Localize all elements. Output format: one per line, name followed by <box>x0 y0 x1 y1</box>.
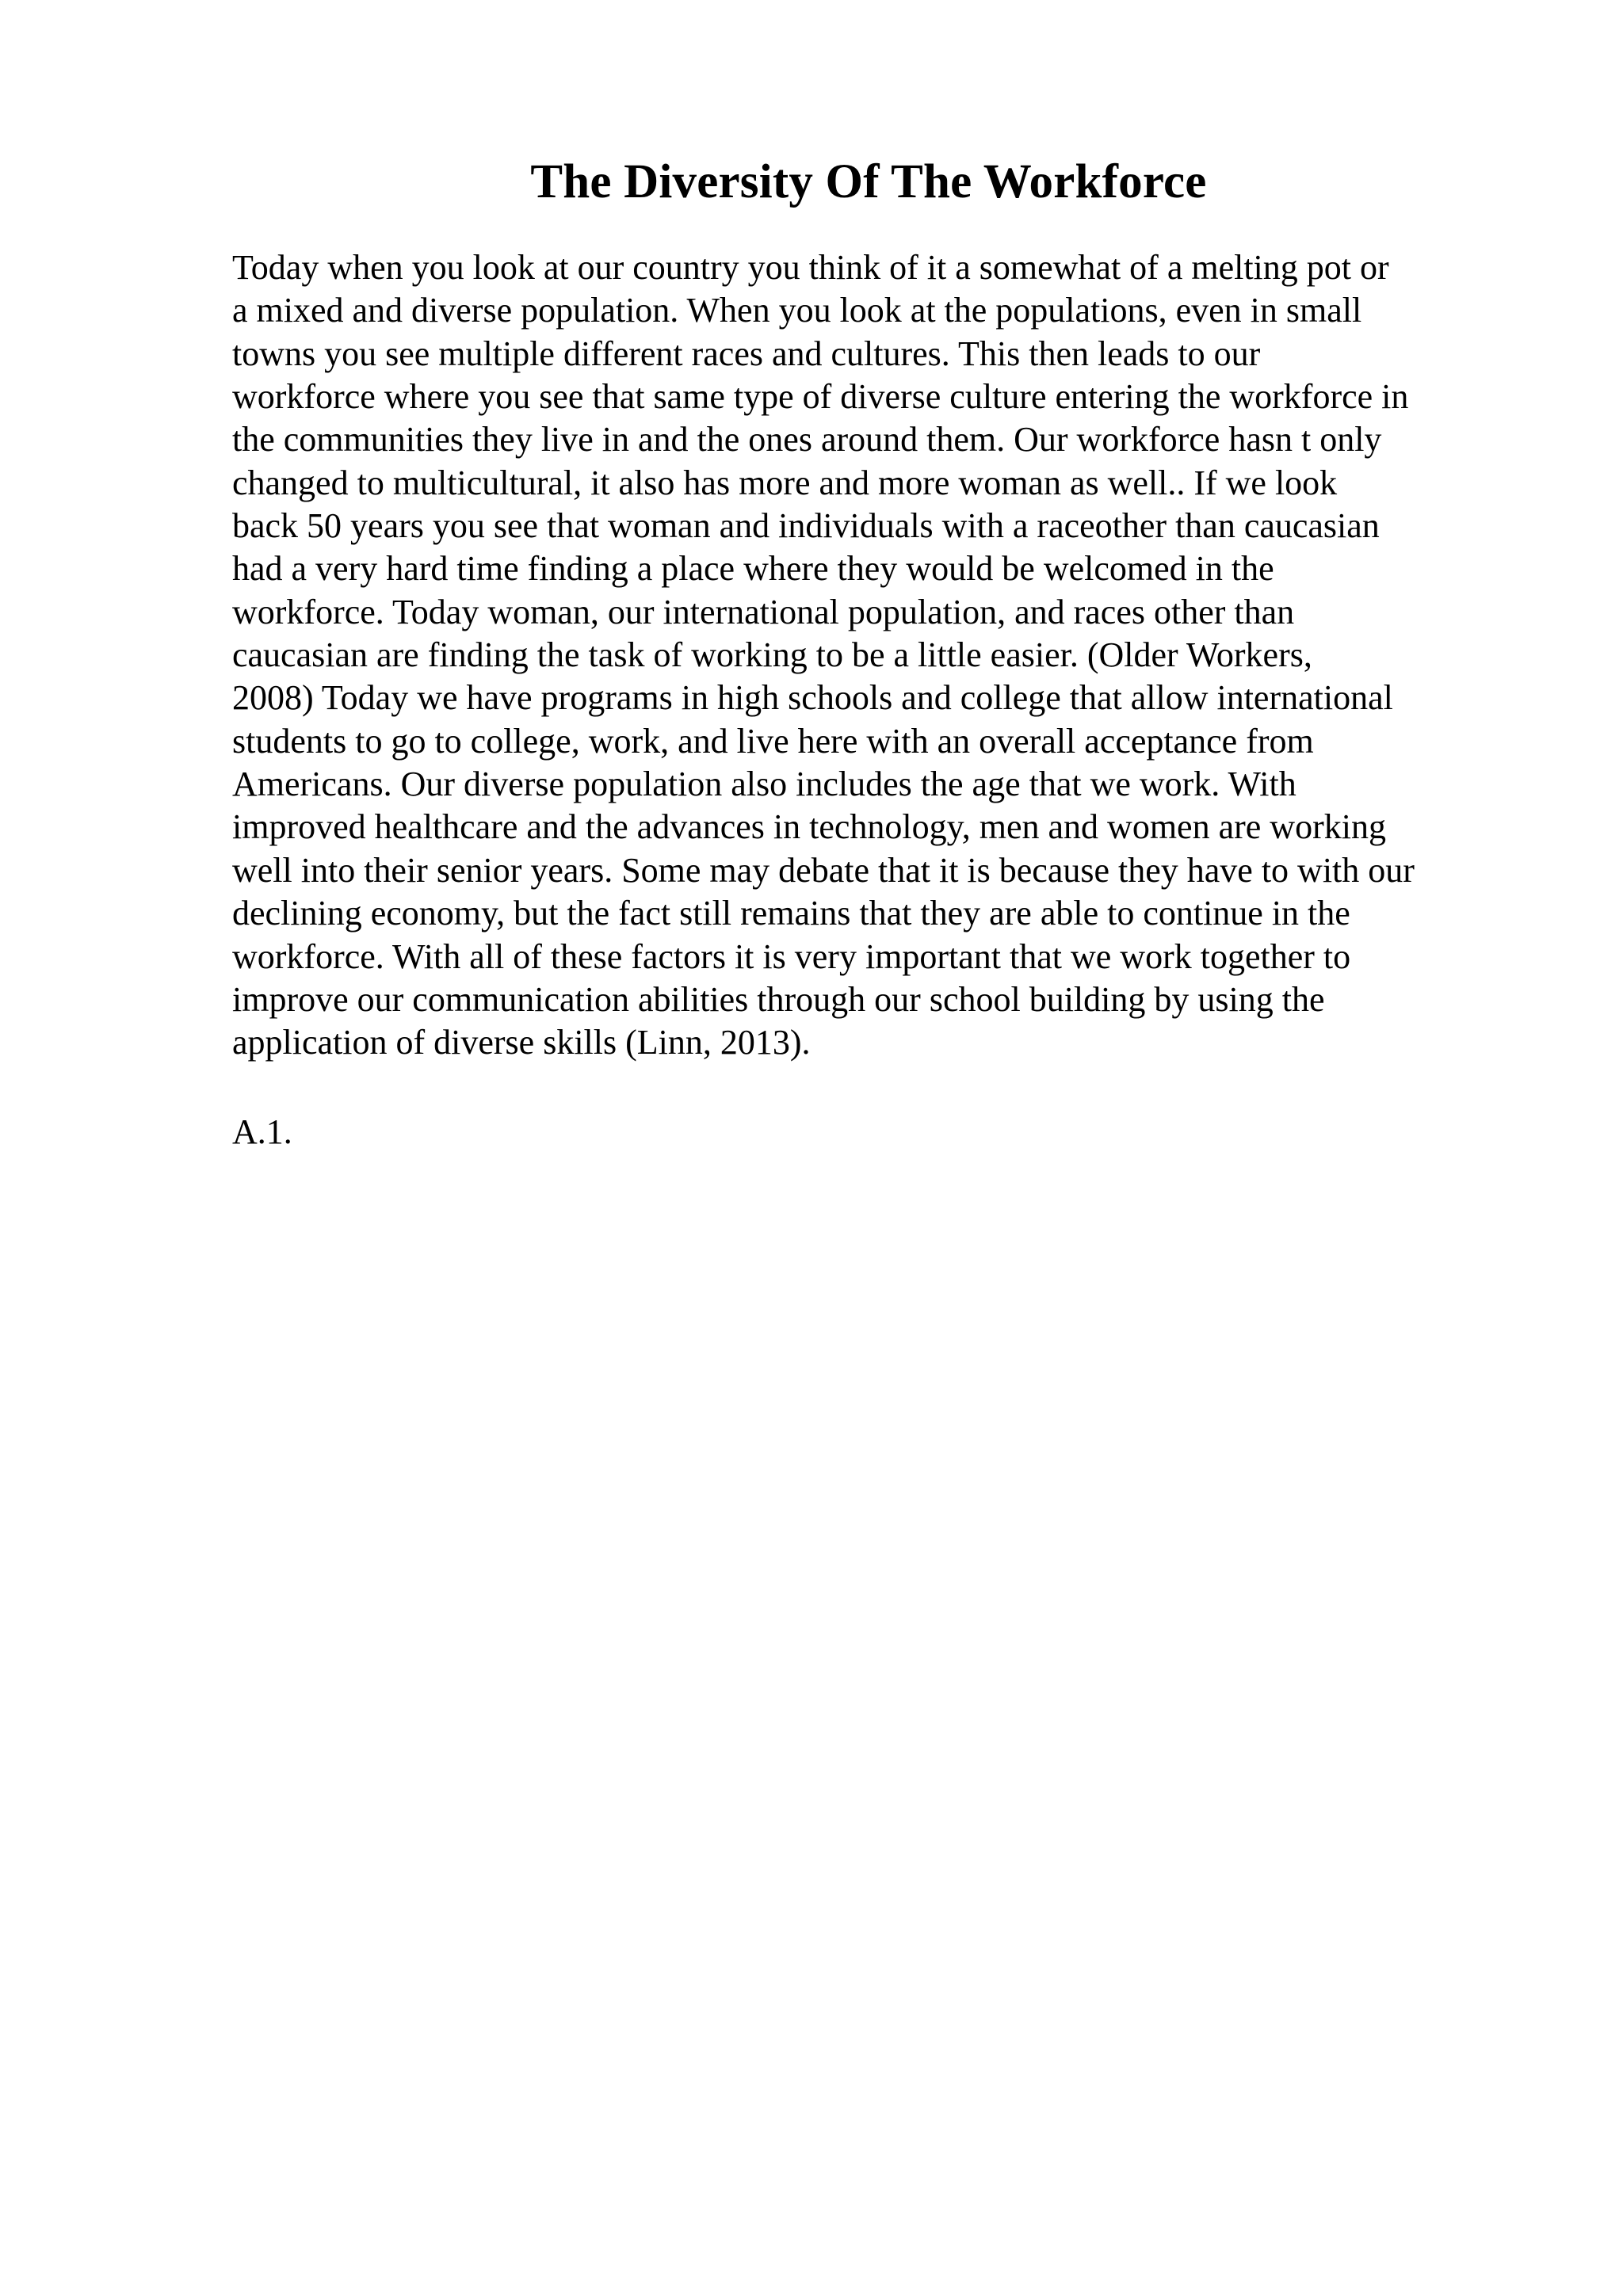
paragraph-line: Americans. Our diverse population also includes the age that we work. With <box>232 765 1296 804</box>
paragraph-line: improve our communication abilities through our school building by using the <box>232 979 1325 1019</box>
body-paragraph <box>232 246 1500 1065</box>
paragraph-line: students to go to college, work, and live here with an overall acceptance from <box>232 721 1314 761</box>
paragraph-line: workforce. With all of these factors it is very important that we work together to <box>232 936 1351 976</box>
paragraph-line: application of diverse skills (Linn, 2013). <box>232 1023 811 1062</box>
paragraph-line: declining economy, but the fact still remains that they are able to continue in the <box>232 894 1350 933</box>
paragraph-line: 2008) Today we have programs in high schools and college that allow international <box>232 678 1393 718</box>
paragraph-line: a mixed and diverse population. When you look at the populations, even in small <box>232 291 1362 330</box>
paragraph-line: caucasian are finding the task of working to be a little easier. (Older Workers, <box>232 635 1312 675</box>
paragraph-line: Today when you look at our country you think of it a somewhat of a melting pot or <box>232 248 1389 287</box>
paragraph-line: back 50 years you see that woman and individuals with a raceother than caucasian <box>232 506 1380 546</box>
document-title: The Diversity Of The Workforce <box>530 155 1207 208</box>
paragraph-line: had a very hard time finding a place where they would be welcomed in the <box>232 549 1274 589</box>
paragraph-line: changed to multicultural, it also has more and more woman as well.. If we look <box>232 463 1338 502</box>
paragraph-line: workforce where you see that same type of diverse culture entering the workforce in <box>232 377 1409 417</box>
paragraph-line: improved healthcare and the advances in technology, men and women are working <box>232 807 1386 847</box>
paragraph-line: towns you see multiple different races and cultures. This then leads to our <box>232 334 1261 373</box>
paragraph-line: the communities they live in and the ones around them. Our workforce hasn t only <box>232 420 1382 460</box>
paragraph-line: well into their senior years. Some may debate that it is because they have to with our <box>232 850 1415 890</box>
paragraph-line: workforce. Today woman, our international population, and races other than <box>232 592 1295 631</box>
section-label: A.1. <box>232 1112 292 1151</box>
